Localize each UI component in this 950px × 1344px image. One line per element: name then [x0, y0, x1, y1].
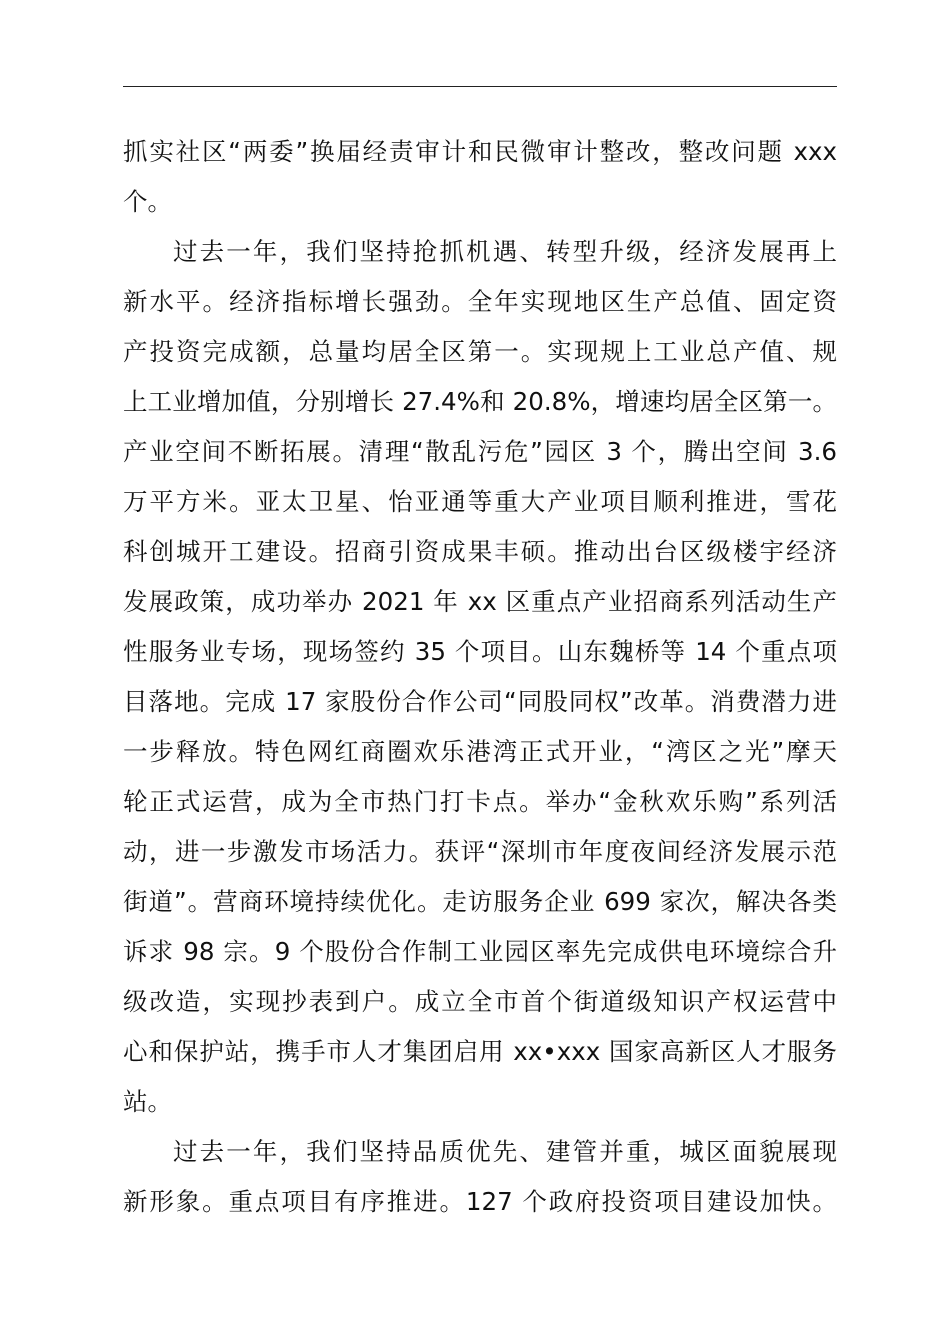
paragraph-2-line-5: 产业空间不断拓展。清理“散乱污危”园区 3 个，腾出空间 3.6 [123, 437, 837, 466]
paragraph-2-line-17: 心和保护站，携手市人才集团启用 xx•xxx 国家高新区人才服务 [123, 1037, 837, 1066]
paragraph-2-line-13: 动，进一步激发市场活力。获评“深圳市年度夜间经济发展示范 [123, 837, 837, 866]
paragraph-2 [123, 227, 837, 1127]
paragraph-2-line-14: 街道”。营商环境持续优化。走访服务企业 699 家次，解决各类 [123, 887, 837, 916]
paragraph-2-line-2: 新水平。经济指标增长强劲。全年实现地区生产总值、固定资 [123, 287, 837, 316]
paragraph-3-line-1: 过去一年，我们坚持品质优先、建管并重，城区面貌展现 [173, 1137, 837, 1166]
paragraph-2-line-18: 站。 [123, 1087, 172, 1116]
header-rule [123, 86, 837, 87]
paragraph-2-line-15: 诉求 98 宗。9 个股份合作制工业园区率先完成供电环境综合升 [123, 937, 837, 966]
paragraph-3-line-2: 新形象。重点项目有序推进。127 个政府投资项目建设加快。 [123, 1187, 837, 1216]
paragraph-2-line-4: 上工业增加值，分别增长 27.4%和 20.8%，增速均居全区第一。 [123, 387, 837, 416]
paragraph-2-line-7: 科创城开工建设。招商引资成果丰硕。推动出台区级楼宇经济 [123, 537, 837, 566]
paragraph-3 [123, 1127, 837, 1227]
paragraph-2-line-16: 级改造，实现抄表到户。成立全市首个街道级知识产权运营中 [123, 987, 837, 1016]
paragraph-1-line-1: 抓实社区“两委”换届经责审计和民微审计整改，整改问题 xxx [123, 137, 837, 166]
paragraph-2-line-6: 万平方米。亚太卫星、怡亚通等重大产业项目顺利推进，雪花 [123, 487, 837, 516]
paragraph-2-line-3: 产投资完成额，总量均居全区第一。实现规上工业总产值、规 [123, 337, 837, 366]
paragraph-2-line-11: 一步释放。特色网红商圈欢乐港湾正式开业，“湾区之光”摩天 [123, 737, 837, 766]
paragraph-1 [123, 127, 837, 227]
document-body [123, 127, 837, 1227]
paragraph-2-line-9: 性服务业专场，现场签约 35 个项目。山东魏桥等 14 个重点项 [123, 637, 837, 666]
paragraph-2-line-1: 过去一年，我们坚持抢抓机遇、转型升级，经济发展再上 [173, 237, 837, 266]
paragraph-1-line-2: 个。 [123, 187, 172, 216]
paragraph-2-line-12: 轮正式运营，成为全市热门打卡点。举办“金秋欢乐购”系列活 [123, 787, 837, 816]
paragraph-2-line-8: 发展政策，成功举办 2021 年 xx 区重点产业招商系列活动生产 [123, 587, 837, 616]
paragraph-2-line-10: 目落地。完成 17 家股份合作公司“同股同权”改革。消费潜力进 [123, 687, 837, 716]
